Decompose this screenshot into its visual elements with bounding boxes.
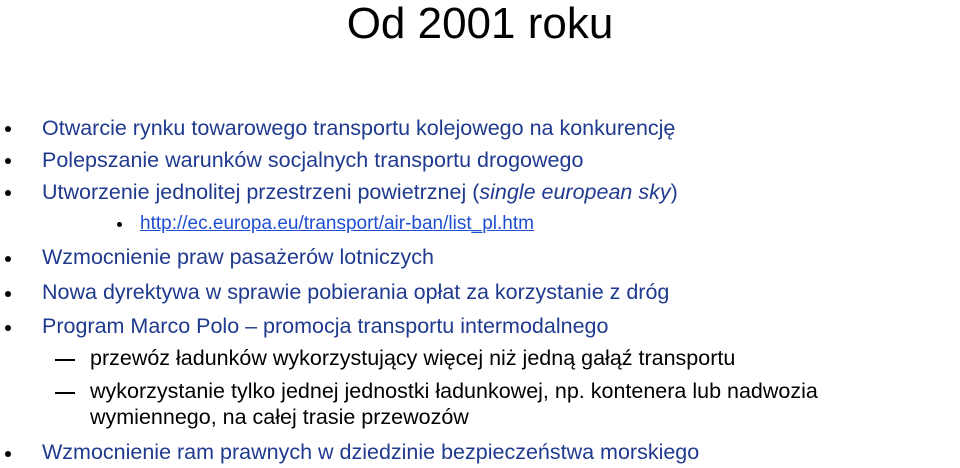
bullet-dot-icon (5, 291, 11, 297)
bullet-text-maritime-safety: Wzmocnienie ram prawnych w dziedzinie bezpieczeństwa morskiego (42, 440, 700, 464)
bullet-dash-icon (55, 392, 75, 394)
single-sky-italic: single european sky (479, 180, 671, 204)
bullet-dot-icon (117, 222, 122, 227)
sub-text-single-unit-line2: wymiennego, na całej trasie przewozów (90, 405, 469, 429)
bullet-text-market-opening: Otwarcie rynku towarowego transportu kolejowego na konkurencję (42, 116, 676, 140)
bullet-dot-icon (5, 325, 11, 331)
bullet-dot-icon (5, 256, 11, 262)
bullet-dot-icon (5, 158, 11, 164)
air-ban-list-link[interactable]: http://ec.europa.eu/transport/air-ban/list_pl.htm (140, 213, 534, 234)
sub-text-intermodal-def: przewóz ładunków wykorzystujący więcej niż jedną gałąź transportu (90, 346, 736, 370)
bullet-text-marco-polo: Program Marco Polo – promocja transportu intermodalnego (42, 314, 609, 338)
bullet-text-road-social: Polepszanie warunków socjalnych transportu drogowego (42, 148, 584, 172)
sub-text-single-unit-line1: wykorzystanie tylko jednej jednostki ładunkowej, np. kontenera lub nadwozia (90, 379, 818, 403)
bullet-dot-icon (5, 451, 11, 457)
bullet-text-single-sky (42, 180, 678, 205)
bullet-dot-icon (5, 190, 11, 196)
slide-title: Od 2001 roku (346, 0, 614, 48)
bullet-text-road-charges: Nowa dyrektywa w sprawie pobierania opłat za korzystanie z dróg (42, 280, 670, 304)
bullet-dot-icon (5, 126, 11, 132)
bullet-dash-icon (55, 359, 75, 361)
single-sky-end: ) (670, 180, 678, 204)
single-sky-main: Utworzenie jednolitej przestrzeni powietrznej ( (42, 180, 480, 204)
bullet-text-passenger-rights: Wzmocnienie praw pasażerów lotniczych (42, 245, 434, 269)
